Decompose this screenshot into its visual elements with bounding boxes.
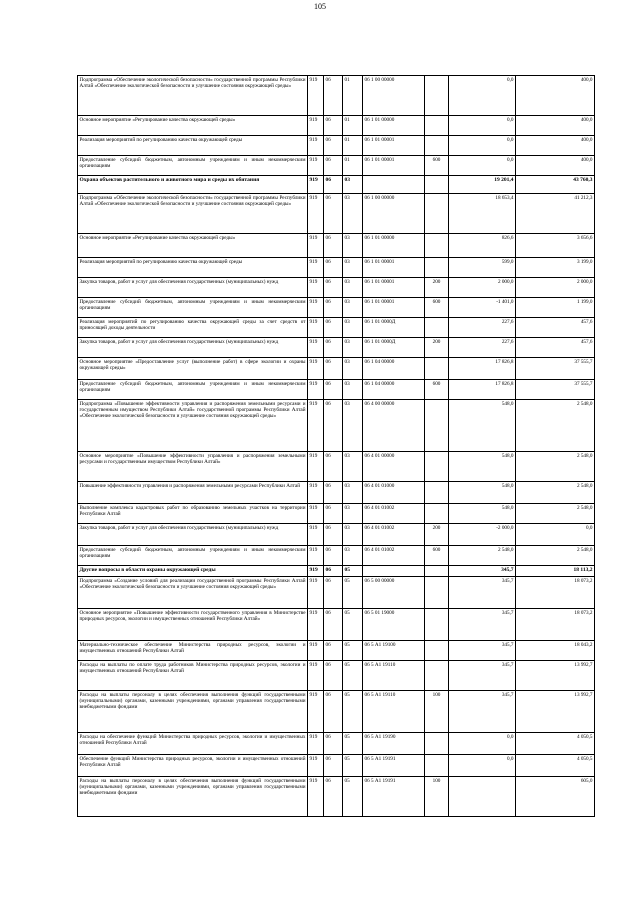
cell-podrazdel: 03: [343, 318, 363, 338]
cell-name: Предоставление субсидий бюджетным, автономным учреждениям и иным некоммерческим организациям: [78, 546, 308, 566]
cell-target-article: 06 1 01 00000: [363, 234, 425, 258]
cell-amount-change: 345,7: [449, 609, 516, 641]
cell-target-article: 06 4 00 00000: [363, 400, 425, 452]
cell-expense-type: [425, 661, 449, 691]
cell-grbs: 919: [308, 116, 324, 136]
cell-amount-change: -1 401,0: [449, 298, 516, 318]
cell-amount-total: 2 548,0: [516, 504, 595, 524]
cell-target-article: 06 4 01 01002: [363, 504, 425, 524]
cell-name: Основное мероприятие «Повышение эффективности государственного управления в Министерстве природных ресурсов, экологии и имущественных отношений Республики Алтай»: [78, 609, 308, 641]
cell-target-article: 06 5 А1 19191: [363, 755, 425, 777]
cell-name: Реализация мероприятий по регулированию качества окружающей среды за счет средств от приносящей доходы деятельности: [78, 318, 308, 338]
cell-amount-total: 18 043,2: [516, 641, 595, 661]
cell-amount-total: 18 073,2: [516, 577, 595, 609]
cell-razdel: 06: [324, 482, 343, 504]
table-row: [78, 156, 595, 176]
cell-razdel: 06: [324, 504, 343, 524]
cell-expense-type: [425, 400, 449, 452]
cell-target-article: [363, 176, 425, 194]
cell-expense-type: [425, 452, 449, 482]
cell-razdel: 06: [324, 609, 343, 641]
cell-amount-change: 19 201,4: [449, 176, 516, 194]
cell-amount-change: 345,7: [449, 577, 516, 609]
cell-amount-change: 2 000,0: [449, 278, 516, 298]
cell-target-article: 06 1 01 00000: [363, 116, 425, 136]
cell-expense-type: 600: [425, 546, 449, 566]
table-row: [78, 136, 595, 156]
cell-name: Расходы на обеспечение функций Министерства природных ресурсов, экологии и имущественных отношений Республики Алтай: [78, 733, 308, 755]
cell-grbs: 919: [308, 482, 324, 504]
cell-expense-type: 200: [425, 278, 449, 298]
cell-grbs: 919: [308, 641, 324, 661]
cell-podrazdel: 05: [343, 566, 363, 577]
cell-amount-total: 37 555,7: [516, 380, 595, 400]
cell-podrazdel: 03: [343, 278, 363, 298]
cell-name: Повышение эффективности управления и распоряжения земельными ресурсами Республики Алтай: [78, 482, 308, 504]
cell-amount-total: 37 555,7: [516, 358, 595, 380]
cell-podrazdel: 05: [343, 609, 363, 641]
cell-target-article: 06 1 01 00001: [363, 258, 425, 278]
cell-amount-change: 17 826,8: [449, 380, 516, 400]
cell-target-article: 06 1 01 00001: [363, 136, 425, 156]
cell-name: Основное мероприятие «Регулирование качества окружающей среды»: [78, 116, 308, 136]
cell-amount-total: 13 992,7: [516, 691, 595, 733]
cell-expense-type: [425, 504, 449, 524]
cell-expense-type: [425, 116, 449, 136]
cell-razdel: 06: [324, 338, 343, 358]
cell-expense-type: 600: [425, 380, 449, 400]
cell-grbs: 919: [308, 318, 324, 338]
table-row: [78, 318, 595, 338]
cell-amount-change: 0,0: [449, 156, 516, 176]
cell-grbs: 919: [308, 380, 324, 400]
cell-razdel: 06: [324, 661, 343, 691]
table-row: [78, 609, 595, 641]
cell-razdel: 06: [324, 452, 343, 482]
cell-name: Обеспечение функций Министерства природных ресурсов, экологии и имущественных отношений Республики Алтай: [78, 755, 308, 777]
cell-grbs: 919: [308, 577, 324, 609]
cell-razdel: 06: [324, 176, 343, 194]
cell-podrazdel: 03: [343, 176, 363, 194]
cell-grbs: 919: [308, 156, 324, 176]
cell-name: Расходы на выплаты персоналу в целях обеспечения выполнения функций государственными (муниципальными) органами, казенными учреждениями, органами управления государственными внебюджетными фондами: [78, 691, 308, 733]
cell-grbs: 919: [308, 136, 324, 156]
cell-razdel: 06: [324, 278, 343, 298]
cell-amount-total: 41 212,3: [516, 194, 595, 234]
cell-amount-total: 0,0: [516, 524, 595, 546]
cell-name: Основное мероприятие «Повышение эффективности управления и распоряжения земельными ресурсами и государственным имуществом Республики Алтай»: [78, 452, 308, 482]
cell-razdel: 06: [324, 691, 343, 733]
cell-grbs: 919: [308, 176, 324, 194]
cell-name: Предоставление субсидий бюджетным, автономным учреждениям и иным некоммерческим организациям: [78, 298, 308, 318]
cell-razdel: 06: [324, 380, 343, 400]
cell-amount-total: 400,0: [516, 156, 595, 176]
cell-name: Охрана объектов растительного и животного мира и среды их обитания: [78, 176, 308, 194]
cell-target-article: 06 1 00 00000: [363, 76, 425, 116]
cell-amount-change: 548,0: [449, 400, 516, 452]
cell-podrazdel: 01: [343, 136, 363, 156]
cell-name: Закупка товаров, работ и услуг для обеспечения государственных (муниципальных) нужд: [78, 338, 308, 358]
cell-razdel: 06: [324, 116, 343, 136]
cell-expense-type: [425, 755, 449, 777]
cell-amount-change: 2 548,0: [449, 546, 516, 566]
cell-expense-type: [425, 76, 449, 116]
cell-amount-total: 2 548,0: [516, 452, 595, 482]
cell-podrazdel: 05: [343, 641, 363, 661]
cell-amount-total: 400,0: [516, 76, 595, 116]
cell-expense-type: 200: [425, 524, 449, 546]
table-row: [78, 566, 595, 577]
cell-target-article: 06 5 А1 19190: [363, 733, 425, 755]
cell-razdel: 06: [324, 546, 343, 566]
cell-amount-change: [449, 777, 516, 817]
cell-name: Подпрограмма «Обеспечение экологической безопасности» государственной программы Республики Алтай «Обеспечение экологической безопасности и улучшение состояния окружающей среды»: [78, 76, 308, 116]
table-row: [78, 661, 595, 691]
cell-amount-total: 605,0: [516, 777, 595, 817]
cell-podrazdel: 03: [343, 234, 363, 258]
cell-podrazdel: 01: [343, 156, 363, 176]
cell-amount-change: 227,6: [449, 318, 516, 338]
cell-amount-total: 400,0: [516, 136, 595, 156]
cell-target-article: [363, 566, 425, 577]
cell-razdel: 06: [324, 577, 343, 609]
cell-amount-change: 345,7: [449, 641, 516, 661]
cell-amount-change: 0,0: [449, 733, 516, 755]
cell-expense-type: [425, 733, 449, 755]
cell-amount-change: 18 653,4: [449, 194, 516, 234]
cell-expense-type: [425, 609, 449, 641]
cell-podrazdel: 05: [343, 577, 363, 609]
cell-target-article: 06 1 04 00000: [363, 380, 425, 400]
cell-grbs: 919: [308, 524, 324, 546]
cell-amount-change: 345,7: [449, 661, 516, 691]
cell-grbs: 919: [308, 504, 324, 524]
cell-razdel: 06: [324, 194, 343, 234]
cell-expense-type: [425, 176, 449, 194]
cell-grbs: 919: [308, 755, 324, 777]
cell-razdel: 06: [324, 136, 343, 156]
cell-podrazdel: 05: [343, 755, 363, 777]
cell-target-article: 06 4 01 00000: [363, 452, 425, 482]
cell-name: Основное мероприятие «Регулирование качества окружающей среды»: [78, 234, 308, 258]
cell-name: Основное мероприятие «Предоставление услуг (выполнение работ) в сфере экологии и охраны окружающей среды»: [78, 358, 308, 380]
table-row: [78, 358, 595, 380]
cell-amount-total: 13 992,7: [516, 661, 595, 691]
cell-grbs: 919: [308, 661, 324, 691]
cell-razdel: 06: [324, 566, 343, 577]
cell-grbs: 919: [308, 777, 324, 817]
cell-name: Закупка товаров, работ и услуг для обеспечения государственных (муниципальных) нужд: [78, 278, 308, 298]
table-row: [78, 733, 595, 755]
cell-expense-type: [425, 577, 449, 609]
cell-razdel: 06: [324, 76, 343, 116]
cell-podrazdel: 05: [343, 733, 363, 755]
table-row: [78, 116, 595, 136]
cell-podrazdel: 05: [343, 777, 363, 817]
cell-target-article: 06 1 01 00001: [363, 156, 425, 176]
cell-grbs: 919: [308, 338, 324, 358]
cell-name: Расходы на выплаты по оплате труда работников Министерства природных ресурсов, экологии и имущественных отношений Республики Алтай: [78, 661, 308, 691]
cell-name: Предоставление субсидий бюджетным, автономным учреждениям и иным некоммерческим организациям: [78, 380, 308, 400]
table-row: [78, 777, 595, 817]
cell-expense-type: 600: [425, 156, 449, 176]
cell-name: Реализация мероприятий по регулированию качества окружающей среды: [78, 258, 308, 278]
cell-target-article: 06 5 А1 19100: [363, 641, 425, 661]
cell-razdel: 06: [324, 733, 343, 755]
cell-amount-change: 548,0: [449, 504, 516, 524]
cell-grbs: 919: [308, 258, 324, 278]
cell-amount-total: 400,0: [516, 116, 595, 136]
cell-amount-total: 2 548,0: [516, 482, 595, 504]
cell-target-article: 06 1 00 00000: [363, 194, 425, 234]
cell-expense-type: [425, 234, 449, 258]
table-row: [78, 524, 595, 546]
cell-grbs: 919: [308, 400, 324, 452]
cell-amount-change: -2 000,0: [449, 524, 516, 546]
cell-name: Выполнение комплекса кадастровых работ по образованию земельных участков на территории Республики Алтай: [78, 504, 308, 524]
table-row: [78, 278, 595, 298]
cell-amount-change: 0,0: [449, 136, 516, 156]
page-number: 105: [314, 2, 326, 11]
cell-name: Расходы на выплаты персоналу в целях обеспечения выполнения функций государственными (муниципальными) органами, казенными учреждениями, органами управления государственными внебюджетными фондами: [78, 777, 308, 817]
table-row: [78, 504, 595, 524]
cell-amount-total: 2 548,0: [516, 546, 595, 566]
cell-name: Подпрограмма «Повышение эффективности управления и распоряжения земельными ресурсами и государственным имуществом Республики Алтай» государственной программы Республики Алтай «Обеспечение экологической безопасности и улучшение состояния окружающей среды»: [78, 400, 308, 452]
cell-target-article: 06 1 01 0000Д: [363, 318, 425, 338]
cell-podrazdel: 03: [343, 400, 363, 452]
cell-name: Предоставление субсидий бюджетным, автономным учреждениям и иным некоммерческим организациям: [78, 156, 308, 176]
cell-podrazdel: 03: [343, 452, 363, 482]
table-row: [78, 546, 595, 566]
cell-amount-change: 599,0: [449, 258, 516, 278]
cell-grbs: 919: [308, 566, 324, 577]
cell-amount-total: 18 073,2: [516, 609, 595, 641]
cell-amount-change: 826,6: [449, 234, 516, 258]
cell-amount-change: 0,0: [449, 76, 516, 116]
cell-amount-change: 0,0: [449, 116, 516, 136]
cell-podrazdel: 03: [343, 258, 363, 278]
cell-expense-type: 100: [425, 777, 449, 817]
table-row: [78, 380, 595, 400]
cell-target-article: 06 4 01 01000: [363, 482, 425, 504]
cell-target-article: 06 1 01 00001: [363, 298, 425, 318]
cell-razdel: 06: [324, 358, 343, 380]
cell-grbs: 919: [308, 358, 324, 380]
cell-podrazdel: 03: [343, 358, 363, 380]
cell-amount-change: 345,7: [449, 691, 516, 733]
cell-podrazdel: 03: [343, 338, 363, 358]
cell-target-article: 06 4 01 01002: [363, 524, 425, 546]
table-row: [78, 338, 595, 358]
cell-amount-total: 3 199,0: [516, 258, 595, 278]
cell-target-article: 06 1 01 00001: [363, 278, 425, 298]
cell-grbs: 919: [308, 609, 324, 641]
cell-amount-total: 4 050,5: [516, 733, 595, 755]
cell-amount-change: 0,0: [449, 755, 516, 777]
cell-target-article: 06 5 А1 19191: [363, 777, 425, 817]
table-row: [78, 176, 595, 194]
cell-name: Закупка товаров, работ и услуг для обеспечения государственных (муниципальных) нужд: [78, 524, 308, 546]
cell-amount-total: 43 760,3: [516, 176, 595, 194]
cell-target-article: 06 4 01 01002: [363, 546, 425, 566]
cell-name: Подпрограмма «Обеспечение экологической безопасности» государственной программы Республики Алтай «Обеспечение экологической безопасности и улучшение состояния окружающей среды»: [78, 194, 308, 234]
cell-podrazdel: 01: [343, 116, 363, 136]
cell-grbs: 919: [308, 546, 324, 566]
cell-name: Другие вопросы в области охраны окружающей среды: [78, 566, 308, 577]
cell-amount-total: 4 050,5: [516, 755, 595, 777]
cell-name: Подпрограмма «Создание условий для реализации государственной программы Республики Алтай «Обеспечение экологической безопасности и улучшение состояния окружающей среды»: [78, 577, 308, 609]
budget-table: [77, 75, 595, 817]
cell-expense-type: [425, 358, 449, 380]
cell-target-article: 06 5 00 00000: [363, 577, 425, 609]
cell-expense-type: [425, 566, 449, 577]
cell-target-article: 06 5 01 19000: [363, 609, 425, 641]
table-row: [78, 452, 595, 482]
cell-podrazdel: 03: [343, 298, 363, 318]
cell-grbs: 919: [308, 76, 324, 116]
cell-razdel: 06: [324, 234, 343, 258]
cell-expense-type: 200: [425, 338, 449, 358]
cell-razdel: 06: [324, 400, 343, 452]
cell-grbs: 919: [308, 452, 324, 482]
cell-razdel: 06: [324, 641, 343, 661]
cell-grbs: 919: [308, 298, 324, 318]
cell-grbs: 919: [308, 691, 324, 733]
cell-razdel: 06: [324, 777, 343, 817]
cell-grbs: 919: [308, 733, 324, 755]
cell-amount-total: 2 548,0: [516, 400, 595, 452]
cell-expense-type: [425, 258, 449, 278]
cell-podrazdel: 03: [343, 504, 363, 524]
cell-podrazdel: 01: [343, 76, 363, 116]
cell-amount-total: 3 656,6: [516, 234, 595, 258]
table-row: [78, 258, 595, 278]
cell-razdel: 06: [324, 755, 343, 777]
cell-expense-type: [425, 136, 449, 156]
table-row: [78, 755, 595, 777]
cell-expense-type: [425, 318, 449, 338]
cell-amount-change: 345,7: [449, 566, 516, 577]
cell-razdel: 06: [324, 524, 343, 546]
cell-amount-total: 457,6: [516, 318, 595, 338]
cell-expense-type: [425, 482, 449, 504]
cell-amount-change: 548,0: [449, 482, 516, 504]
cell-grbs: 919: [308, 278, 324, 298]
cell-razdel: 06: [324, 318, 343, 338]
cell-expense-type: 600: [425, 298, 449, 318]
cell-podrazdel: 05: [343, 691, 363, 733]
cell-expense-type: [425, 641, 449, 661]
cell-target-article: 06 5 А1 19110: [363, 661, 425, 691]
cell-amount-change: 17 826,8: [449, 358, 516, 380]
table-row: [78, 298, 595, 318]
table-row: [78, 234, 595, 258]
cell-podrazdel: 05: [343, 661, 363, 691]
cell-target-article: 06 5 А1 19110: [363, 691, 425, 733]
cell-podrazdel: 03: [343, 546, 363, 566]
cell-amount-change: 227,6: [449, 338, 516, 358]
cell-podrazdel: 03: [343, 194, 363, 234]
cell-amount-change: 548,0: [449, 452, 516, 482]
cell-name: Материально-техническое обеспечение Министерства природных ресурсов, экологии и имущественных отношений Республики Алтай: [78, 641, 308, 661]
table-row: [78, 194, 595, 234]
table-row: [78, 641, 595, 661]
cell-podrazdel: 03: [343, 524, 363, 546]
cell-amount-total: 457,6: [516, 338, 595, 358]
cell-amount-total: 1 199,0: [516, 298, 595, 318]
table-row: [78, 577, 595, 609]
cell-grbs: 919: [308, 194, 324, 234]
cell-expense-type: 100: [425, 691, 449, 733]
cell-target-article: 06 1 04 00000: [363, 358, 425, 380]
table-row: [78, 691, 595, 733]
cell-target-article: 06 1 01 0000Д: [363, 338, 425, 358]
cell-grbs: 919: [308, 234, 324, 258]
cell-razdel: 06: [324, 258, 343, 278]
budget-table-body: [78, 76, 595, 817]
cell-amount-total: 2 000,0: [516, 278, 595, 298]
table-row: [78, 76, 595, 116]
cell-expense-type: [425, 194, 449, 234]
table-row: [78, 400, 595, 452]
cell-podrazdel: 03: [343, 380, 363, 400]
table-row: [78, 482, 595, 504]
cell-name: Реализация мероприятий по регулированию качества окружающей среды: [78, 136, 308, 156]
cell-amount-total: 18 113,2: [516, 566, 595, 577]
cell-razdel: 06: [324, 298, 343, 318]
cell-podrazdel: 03: [343, 482, 363, 504]
cell-razdel: 06: [324, 156, 343, 176]
